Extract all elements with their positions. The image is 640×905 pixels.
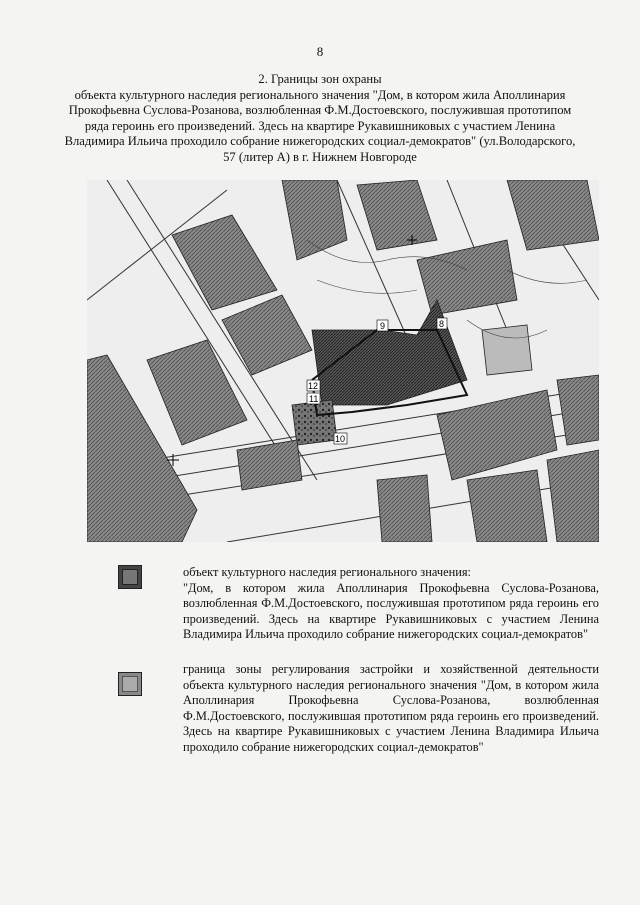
point-label-11: 11 [309, 394, 319, 404]
zone-boundary-icon [118, 672, 142, 696]
legend-zone-description: граница зоны регулирования застройки и хозяйственной деятельности объекта культурного наследия регионального значения "Дом, в котором жила Аполлинария Прокофьевна Суслова-Розанова, возлюбленная Ф.М.Достоевского, послужившая прототипом ряда героинь его произведений. Здесь на квартире Рукавишниковых с участием Ленина Владимира Ильича проходило собрание нижегородских социал-демократов" [183, 662, 599, 754]
title-body: объекта культурного наследия регионального значения "Дом, в котором жила Аполлинария Прокофьевна Суслова-Розанова, возлюбленная Ф.М.Достоевского, послужившая прототипом ряда героинь его произведений. Здесь на квартире Рукавишниковых с участием Ленина Владимира Ильича проходило собрание нижегородских социал-демократов" (ул.Володарского, 57 (литер А) в г. Нижнем Новгороде [64, 87, 576, 164]
title-heading: 2. Границы зон охраны [258, 72, 382, 86]
legend-zone-text [183, 662, 599, 756]
legend-object-text [183, 565, 599, 643]
point-label-10: 10 [335, 434, 346, 444]
document-title [60, 72, 580, 166]
object-heritage-icon [118, 565, 142, 589]
point-label-8: 8 [439, 319, 445, 329]
cadastral-map [87, 180, 599, 542]
point-label-12: 12 [308, 381, 319, 391]
page-number: 8 [316, 44, 324, 59]
legend-object-first-line: объект культурного наследия регионального значения: [183, 565, 471, 579]
legend-object-description: "Дом, в котором жила Аполлинария Прокофьевна Суслова-Розанова, возлюбленная Ф.М.Достоевского, послужившая прототипом ряда героинь его произведений. Здесь на квартире Рукавишниковых с участием Ленина Владимира Ильича проходило собрание нижегородских социал-демократов" [183, 580, 599, 642]
point-label-9: 9 [380, 321, 386, 331]
